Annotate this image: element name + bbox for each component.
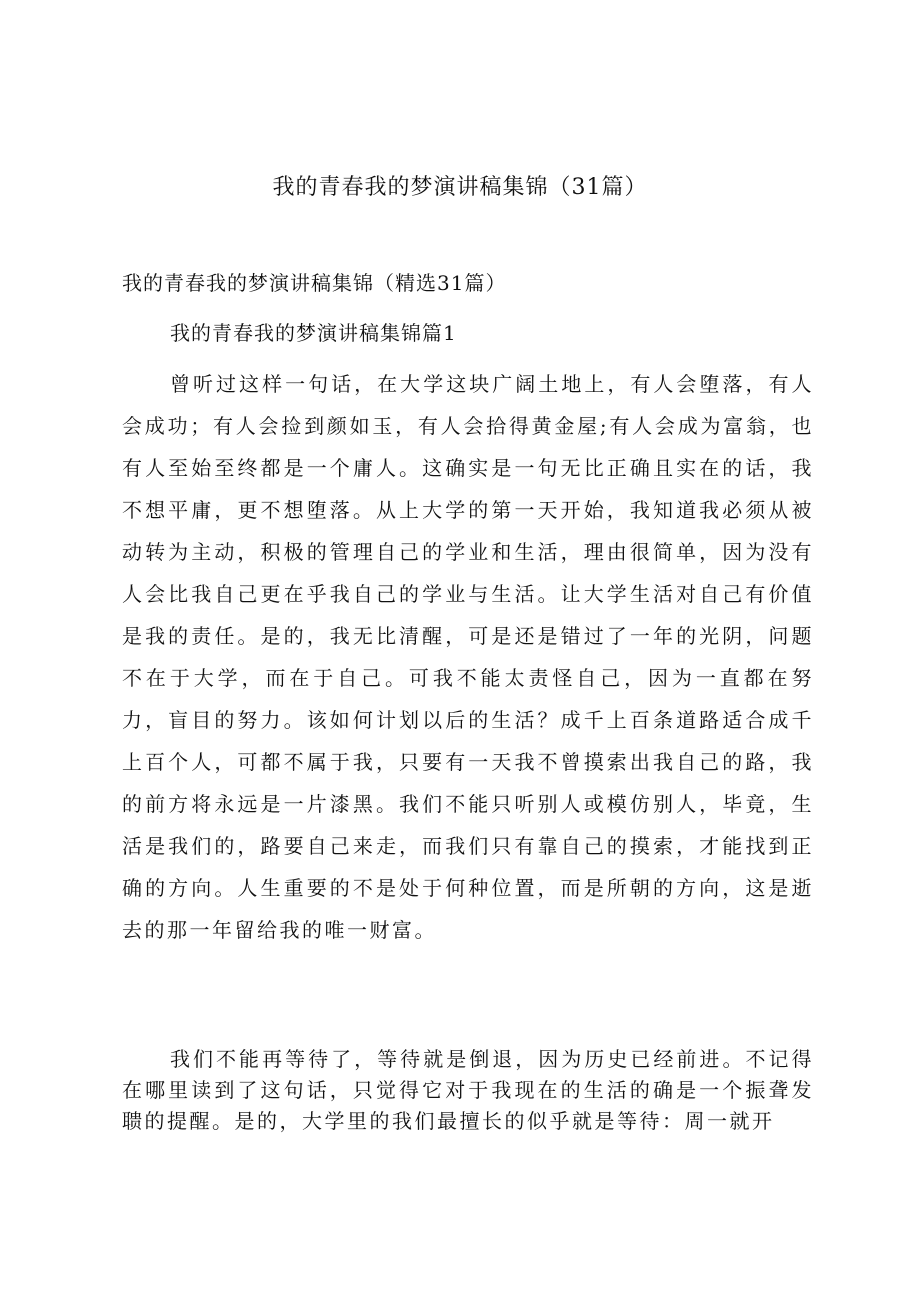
body-paragraph: 我们不能再等待了，等待就是倒退，因为历史已经前进。不记得在哪里读到了这句话，只觉得它对于我现在的生活的确是一个振聋发聩的提醒。是的，大学里的我们最擅长的似乎就是等待：周一就开 [122,1047,814,1133]
section-heading: 我的青春我的梦演讲稿集锦篇1 [170,321,457,345]
body-paragraph: 曾听过这样一句话，在大学这块广阔土地上，有人会堕落，有人会成功；有人会捡到颜如玉，有人会拾得黄金屋;有人会成为富翁，也有人至始至终都是一个庸人。这确实是一句无比正确且实在的话，我不想平庸，更不想堕落。从上大学的第一天开始，我知道我必须从被动转为主动，积极的管理自己的学业和生活，理由很简单，因为没有人会比我自己更在乎我自己的学业与生活。让大学生活对自己有价值是我的责任。是的，我无比清醒，可是还是错过了一年的光阴，问题不在于大学，而在于自己。可我不能太责怪自己，因为一直都在努力，盲目的努力。该如何计划以后的生活？成千上百条道路适合成千上百个人，可都不属于我，只要有一天我不曾摸索出我自己的路，我的前方将永远是一片漆黑。我们不能只听别人或模仿别人，毕竟，生活是我们的，路要自己来走，而我们只有靠自己的摸索，才能找到正确的方向。人生重要的不是处于何种位置，而是所朝的方向，这是逝去的那一年留给我的唯一财富。 [122,372,814,942]
document-subtitle: 我的青春我的梦演讲稿集锦（精选31篇） [122,271,507,295]
document-title: 我的青春我的梦演讲稿集锦（31篇） [272,175,648,200]
